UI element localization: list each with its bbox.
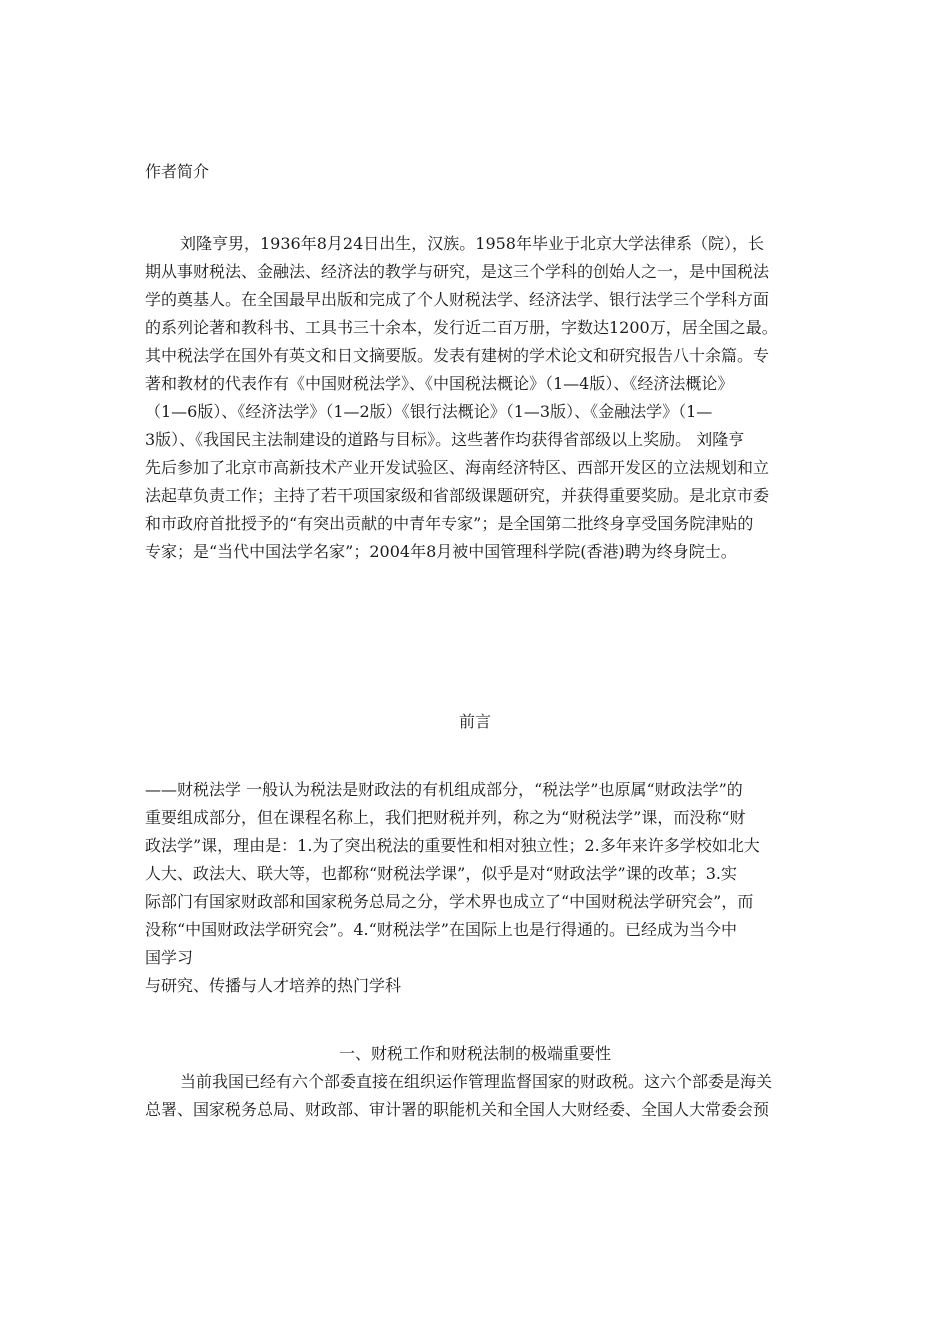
- preface-line: 与研究、传播与人才培养的热门学科: [145, 976, 402, 995]
- author-intro-line: 著和教材的代表作有《中国财税法学》、《中国税法概论》（1—4版）、《经济法概论》: [145, 374, 734, 393]
- preface-line: ——财税法学 一般认为税法是财政法的有机组成部分，“税法学”也原属“财政法学”的: [145, 780, 743, 799]
- author-intro-line: 刘隆亨男，1936年8月24日出生，汉族。1958年毕业于北京大学法律系（院），长: [180, 234, 764, 253]
- preface-line: 国学习: [145, 948, 194, 967]
- author-intro-line: 先后参加了北京市高新技术产业开发试验区、海南经济特区、西部开发区的立法规划和立: [145, 458, 770, 477]
- preface-line: 际部门有国家财政部和国家税务总局之分，学术界也成立了“中国财税法学研究会”，而: [145, 892, 754, 911]
- author-intro-line: （1—6版）、《经济法学》（1—2版）《银行法概论》（1—3版）、《金融法学》（1—: [145, 402, 713, 421]
- author-intro-line: 期从事财税法、金融法、经济法的教学与研究，是这三个学科的创始人之一，是中国税法: [145, 262, 770, 281]
- preface-heading: 前言: [458, 712, 491, 731]
- author-intro-line: 法起草负责工作；主持了若干项国家级和省部级课题研究，并获得重要奖励。是北京市委: [145, 486, 770, 505]
- author-intro-line: 3版）、《我国民主法制建设的道路与目标》。这些著作均获得省部级以上奖励。 刘隆亨: [145, 430, 745, 449]
- preface-line: 政法学”课，理由是：1.为了突出税法的重要性和相对独立性；2.多年来许多学校如北大: [145, 836, 760, 855]
- author-intro-line: 和市政府首批授予的“有突出贡献的中青年专家”；是全国第二批终身享受国务院津贴的: [145, 514, 754, 533]
- section1-line: 总署、国家税务总局、财政部、审计署的职能机关和全国人大财经委、全国人大常委会预: [145, 1100, 770, 1119]
- preface-line: 没称“中国财政法学研究会”。4.“财税法学”在国际上也是行得通的。已经成为当今中: [145, 920, 737, 939]
- author-intro-line: 专家；是“当代中国法学名家”；2004年8月被中国管理科学院(香港)聘为终身院士。: [145, 542, 737, 561]
- author-intro-line: 的系列论著和教科书、工具书三十余本，发行近二百万册，字数达1200万，居全国之最。: [145, 318, 778, 337]
- preface-line: 人大、政法大、联大等，也都称“财税法学课”，似乎是对“财政法学”课的改革；3.实: [145, 864, 737, 883]
- section1-line: 当前我国已经有六个部委直接在组织运作管理监督国家的财政税。这六个部委是海关: [180, 1072, 773, 1091]
- author-intro-heading: 作者简介: [145, 162, 210, 181]
- author-intro-line: 其中税法学在国外有英文和日文摘要版。发表有建树的学术论文和研究报告八十余篇。专: [145, 346, 770, 365]
- preface-line: 重要组成部分，但在课程名称上，我们把财税并列，称之为“财税法学”课，而没称“财: [145, 808, 746, 827]
- section1-heading: 一、财税工作和财税法制的极端重要性: [338, 1044, 611, 1063]
- author-intro-line: 学的奠基人。在全国最早出版和完成了个人财税法学、经济法学、银行法学三个学科方面: [145, 290, 770, 309]
